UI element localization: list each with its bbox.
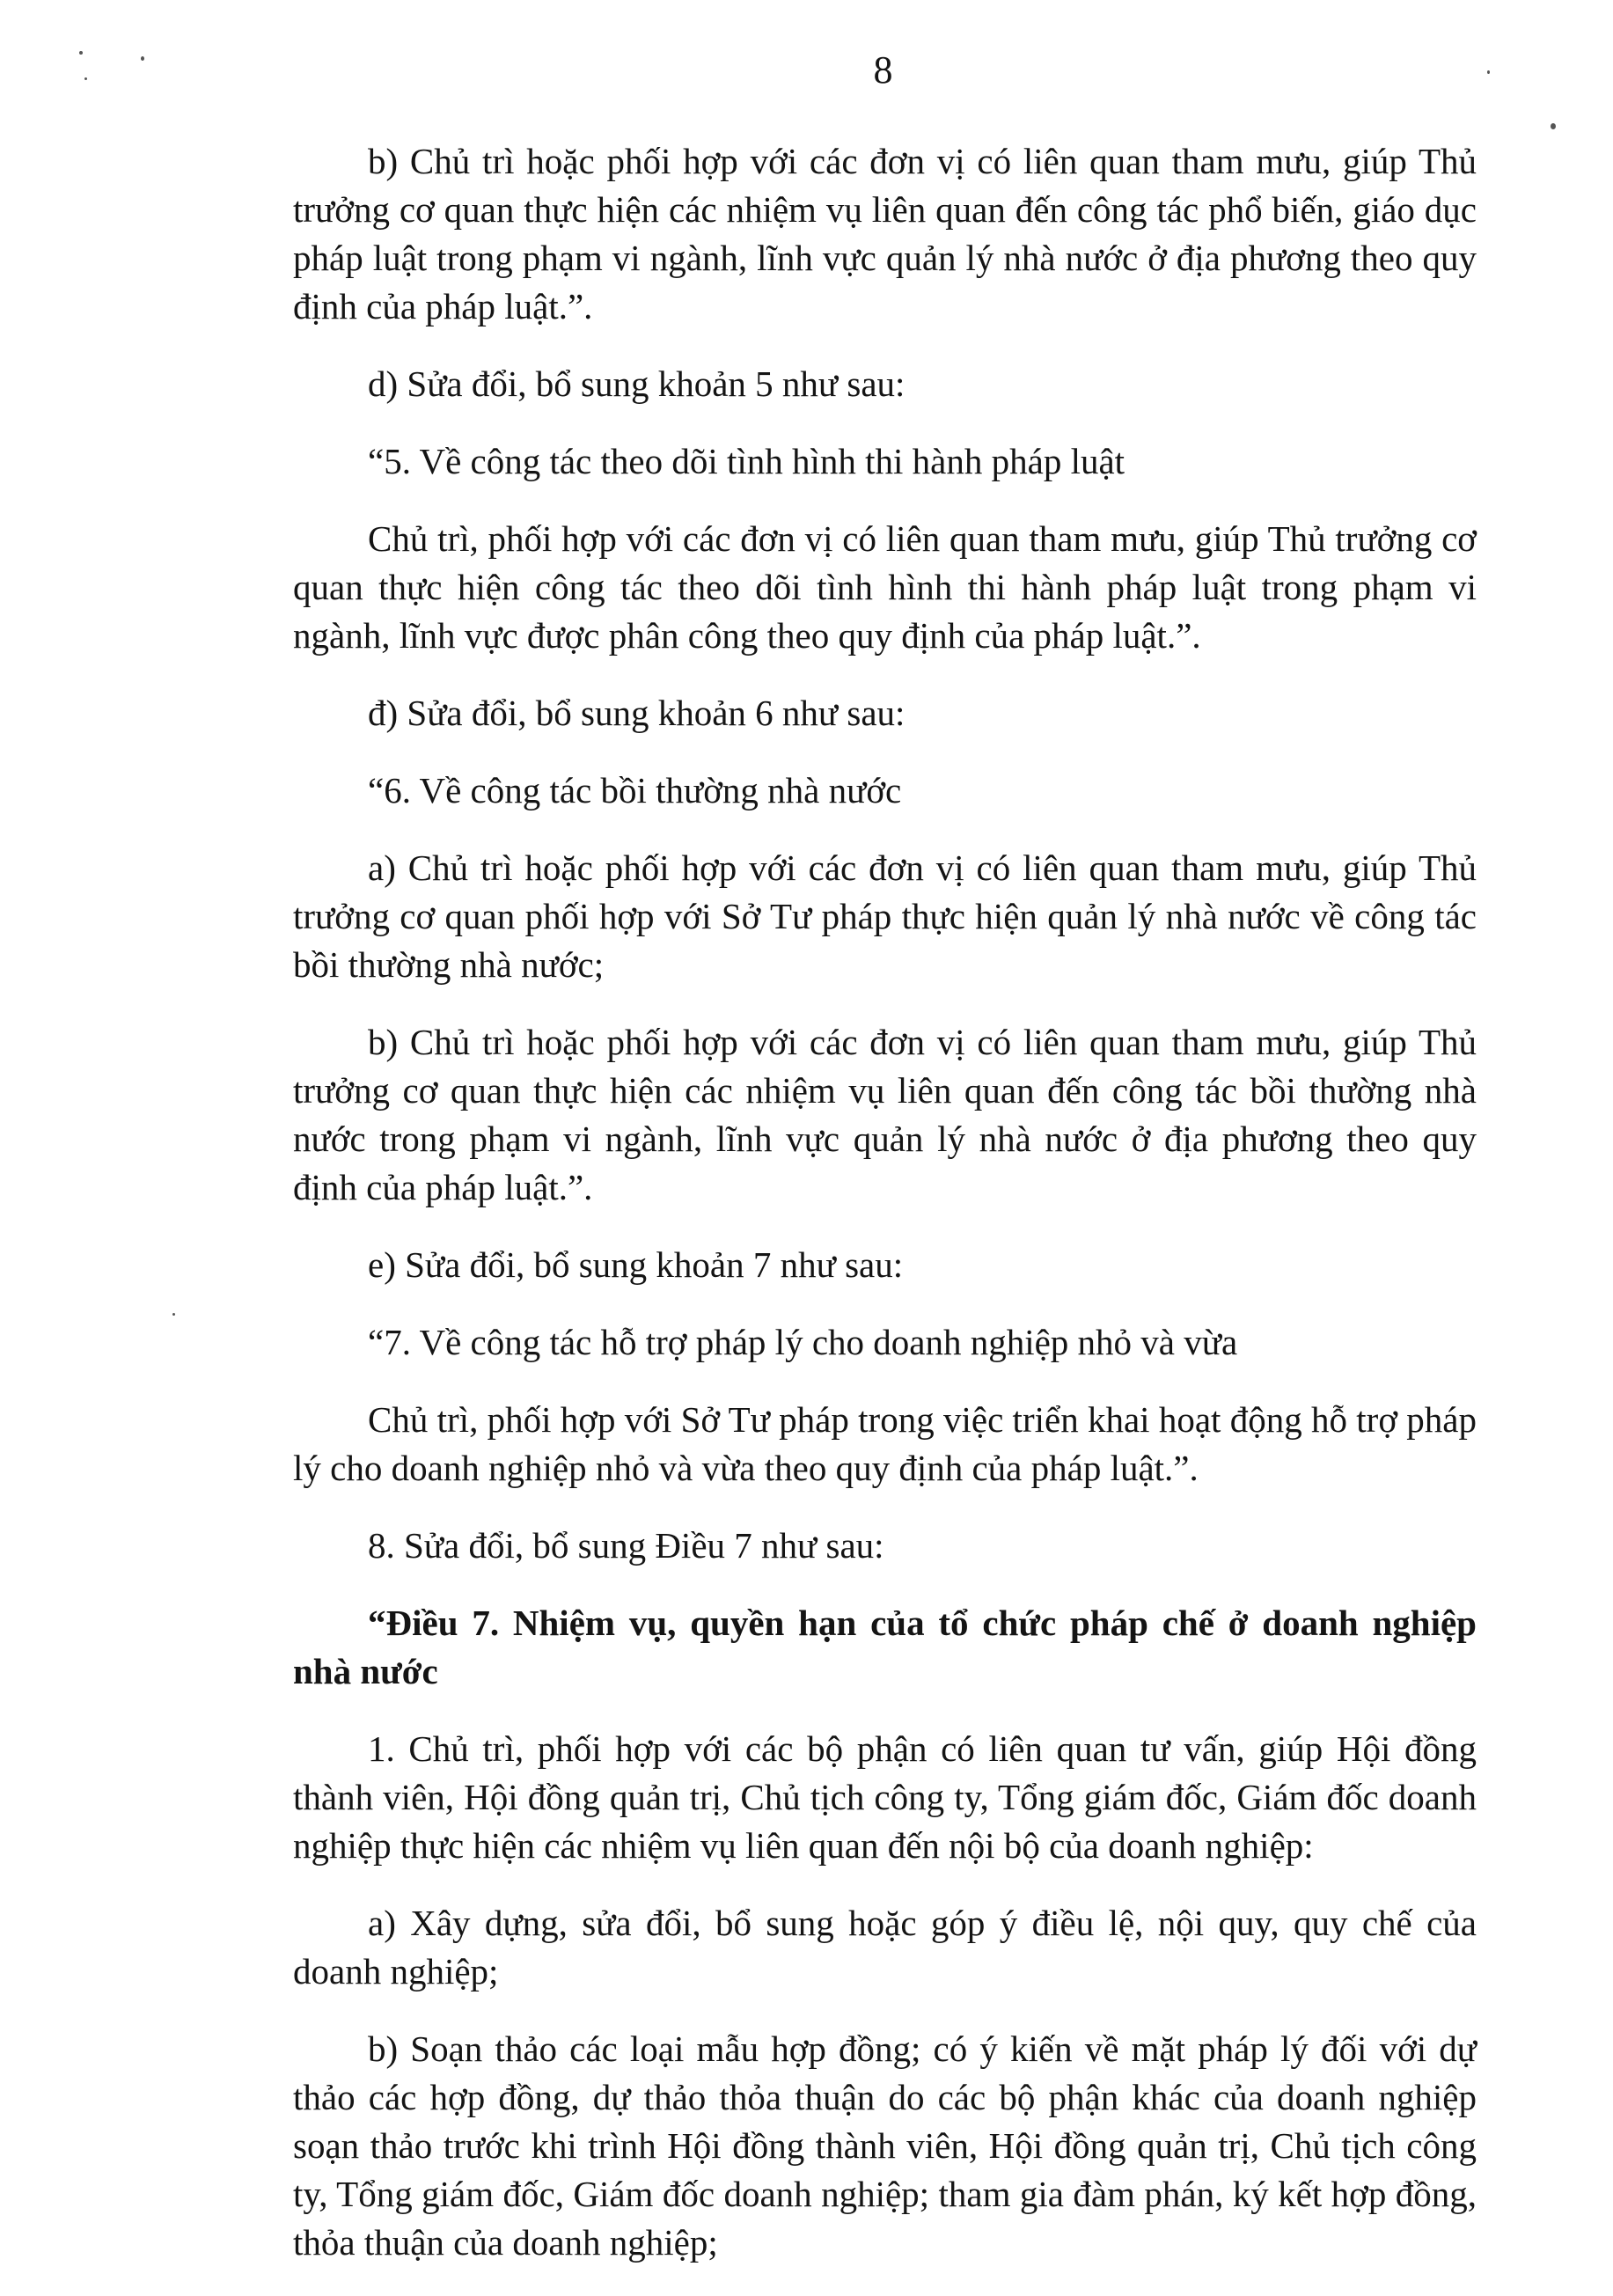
paragraph-8-amend-dieu7: 8. Sửa đổi, bổ sung Điều 7 như sau: [368, 1525, 884, 1566]
paragraph-k7-body: Chủ trì, phối hợp với Sở Tư pháp trong việc triển khai hoạt động hỗ trợ pháp lý cho doanh nghiệp nhỏ và vừa theo quy định của pháp luật.”. [293, 1399, 1477, 1488]
article-7-heading: “Điều 7. Nhiệm vụ, quyền hạn của tổ chức pháp chế ở doanh nghiệp nhà nước [293, 1603, 1477, 1691]
scan-speck [1551, 123, 1556, 129]
scan-speck [141, 56, 144, 61]
paragraph-e-amend-k7: e) Sửa đổi, bổ sung khoản 7 như sau: [368, 1244, 904, 1285]
paragraph-k6-b: b) Chủ trì hoặc phối hợp với các đơn vị có liên quan tham mưu, giúp Thủ trưởng cơ quan thực hiện các nhiệm vụ liên quan đến công tác bồi thường nhà nước trong phạm vi ngành, lĩnh vực quản lý nhà nước ở địa phương theo quy định của pháp luật.”. [293, 1022, 1477, 1207]
scan-speck [79, 51, 83, 55]
paragraph-dd-amend-k6: đ) Sửa đổi, bổ sung khoản 6 như sau: [368, 693, 905, 733]
paragraph-k5-title: “5. Về công tác theo dõi tình hình thi hành pháp luật [368, 441, 1125, 481]
scan-speck [84, 77, 87, 80]
paragraph-b-pho-bien: b) Chủ trì hoặc phối hợp với các đơn vị có liên quan tham mưu, giúp Thủ trưởng cơ quan thực hiện các nhiệm vụ liên quan đến công tác phổ biến, giáo dục pháp luật trong phạm vi ngành, lĩnh vực quản lý nhà nước ở địa phương theo quy định của pháp luật.”. [293, 141, 1477, 326]
paragraph-d-amend-k5: d) Sửa đổi, bổ sung khoản 5 như sau: [368, 363, 905, 404]
scan-speck [172, 1313, 175, 1316]
paragraph-dieu7-k1: 1. Chủ trì, phối hợp với các bộ phận có liên quan tư vấn, giúp Hội đồng thành viên, Hội đồng quản trị, Chủ tịch công ty, Tổng giám đốc, Giám đốc doanh nghiệp thực hiện các nhiệm vụ liên quan đến nội bộ của doanh nghiệp: [293, 1728, 1477, 1866]
page-number: 8 [873, 48, 893, 92]
paragraph-k7-title: “7. Về công tác hỗ trợ pháp lý cho doanh nghiệp nhỏ và vừa [368, 1322, 1238, 1362]
paragraph-dieu7-k1-b: b) Soạn thảo các loại mẫu hợp đồng; có ý kiến về mặt pháp lý đối với dự thảo các hợp đồng, dự thảo thỏa thuận do các bộ phận khác của doanh nghiệp soạn thảo trước khi trình Hội đồng thành viên, Hội đồng quản trị, Chủ tịch công ty, Tổng giám đốc, Giám đốc doanh nghiệp; tham gia đàm phán, ký kết hợp đồng, thỏa thuận của doanh nghiệp; [293, 2028, 1477, 2263]
document-body [293, 137, 1477, 2296]
paragraph-k5-body: Chủ trì, phối hợp với các đơn vị có liên quan tham mưu, giúp Thủ trưởng cơ quan thực hiện công tác theo dõi tình hình thi hành pháp luật trong phạm vi ngành, lĩnh vực được phân công theo quy định của pháp luật.”. [293, 518, 1477, 656]
paragraph-k6-title: “6. Về công tác bồi thường nhà nước [368, 770, 902, 811]
scan-speck [1487, 70, 1490, 74]
paragraph-k6-a: a) Chủ trì hoặc phối hợp với các đơn vị có liên quan tham mưu, giúp Thủ trưởng cơ quan phối hợp với Sở Tư pháp thực hiện quản lý nhà nước về công tác bồi thường nhà nước; [293, 847, 1477, 985]
paragraph-dieu7-k1-a: a) Xây dựng, sửa đổi, bổ sung hoặc góp ý điều lệ, nội quy, quy chế của doanh nghiệp; [293, 1903, 1477, 1992]
